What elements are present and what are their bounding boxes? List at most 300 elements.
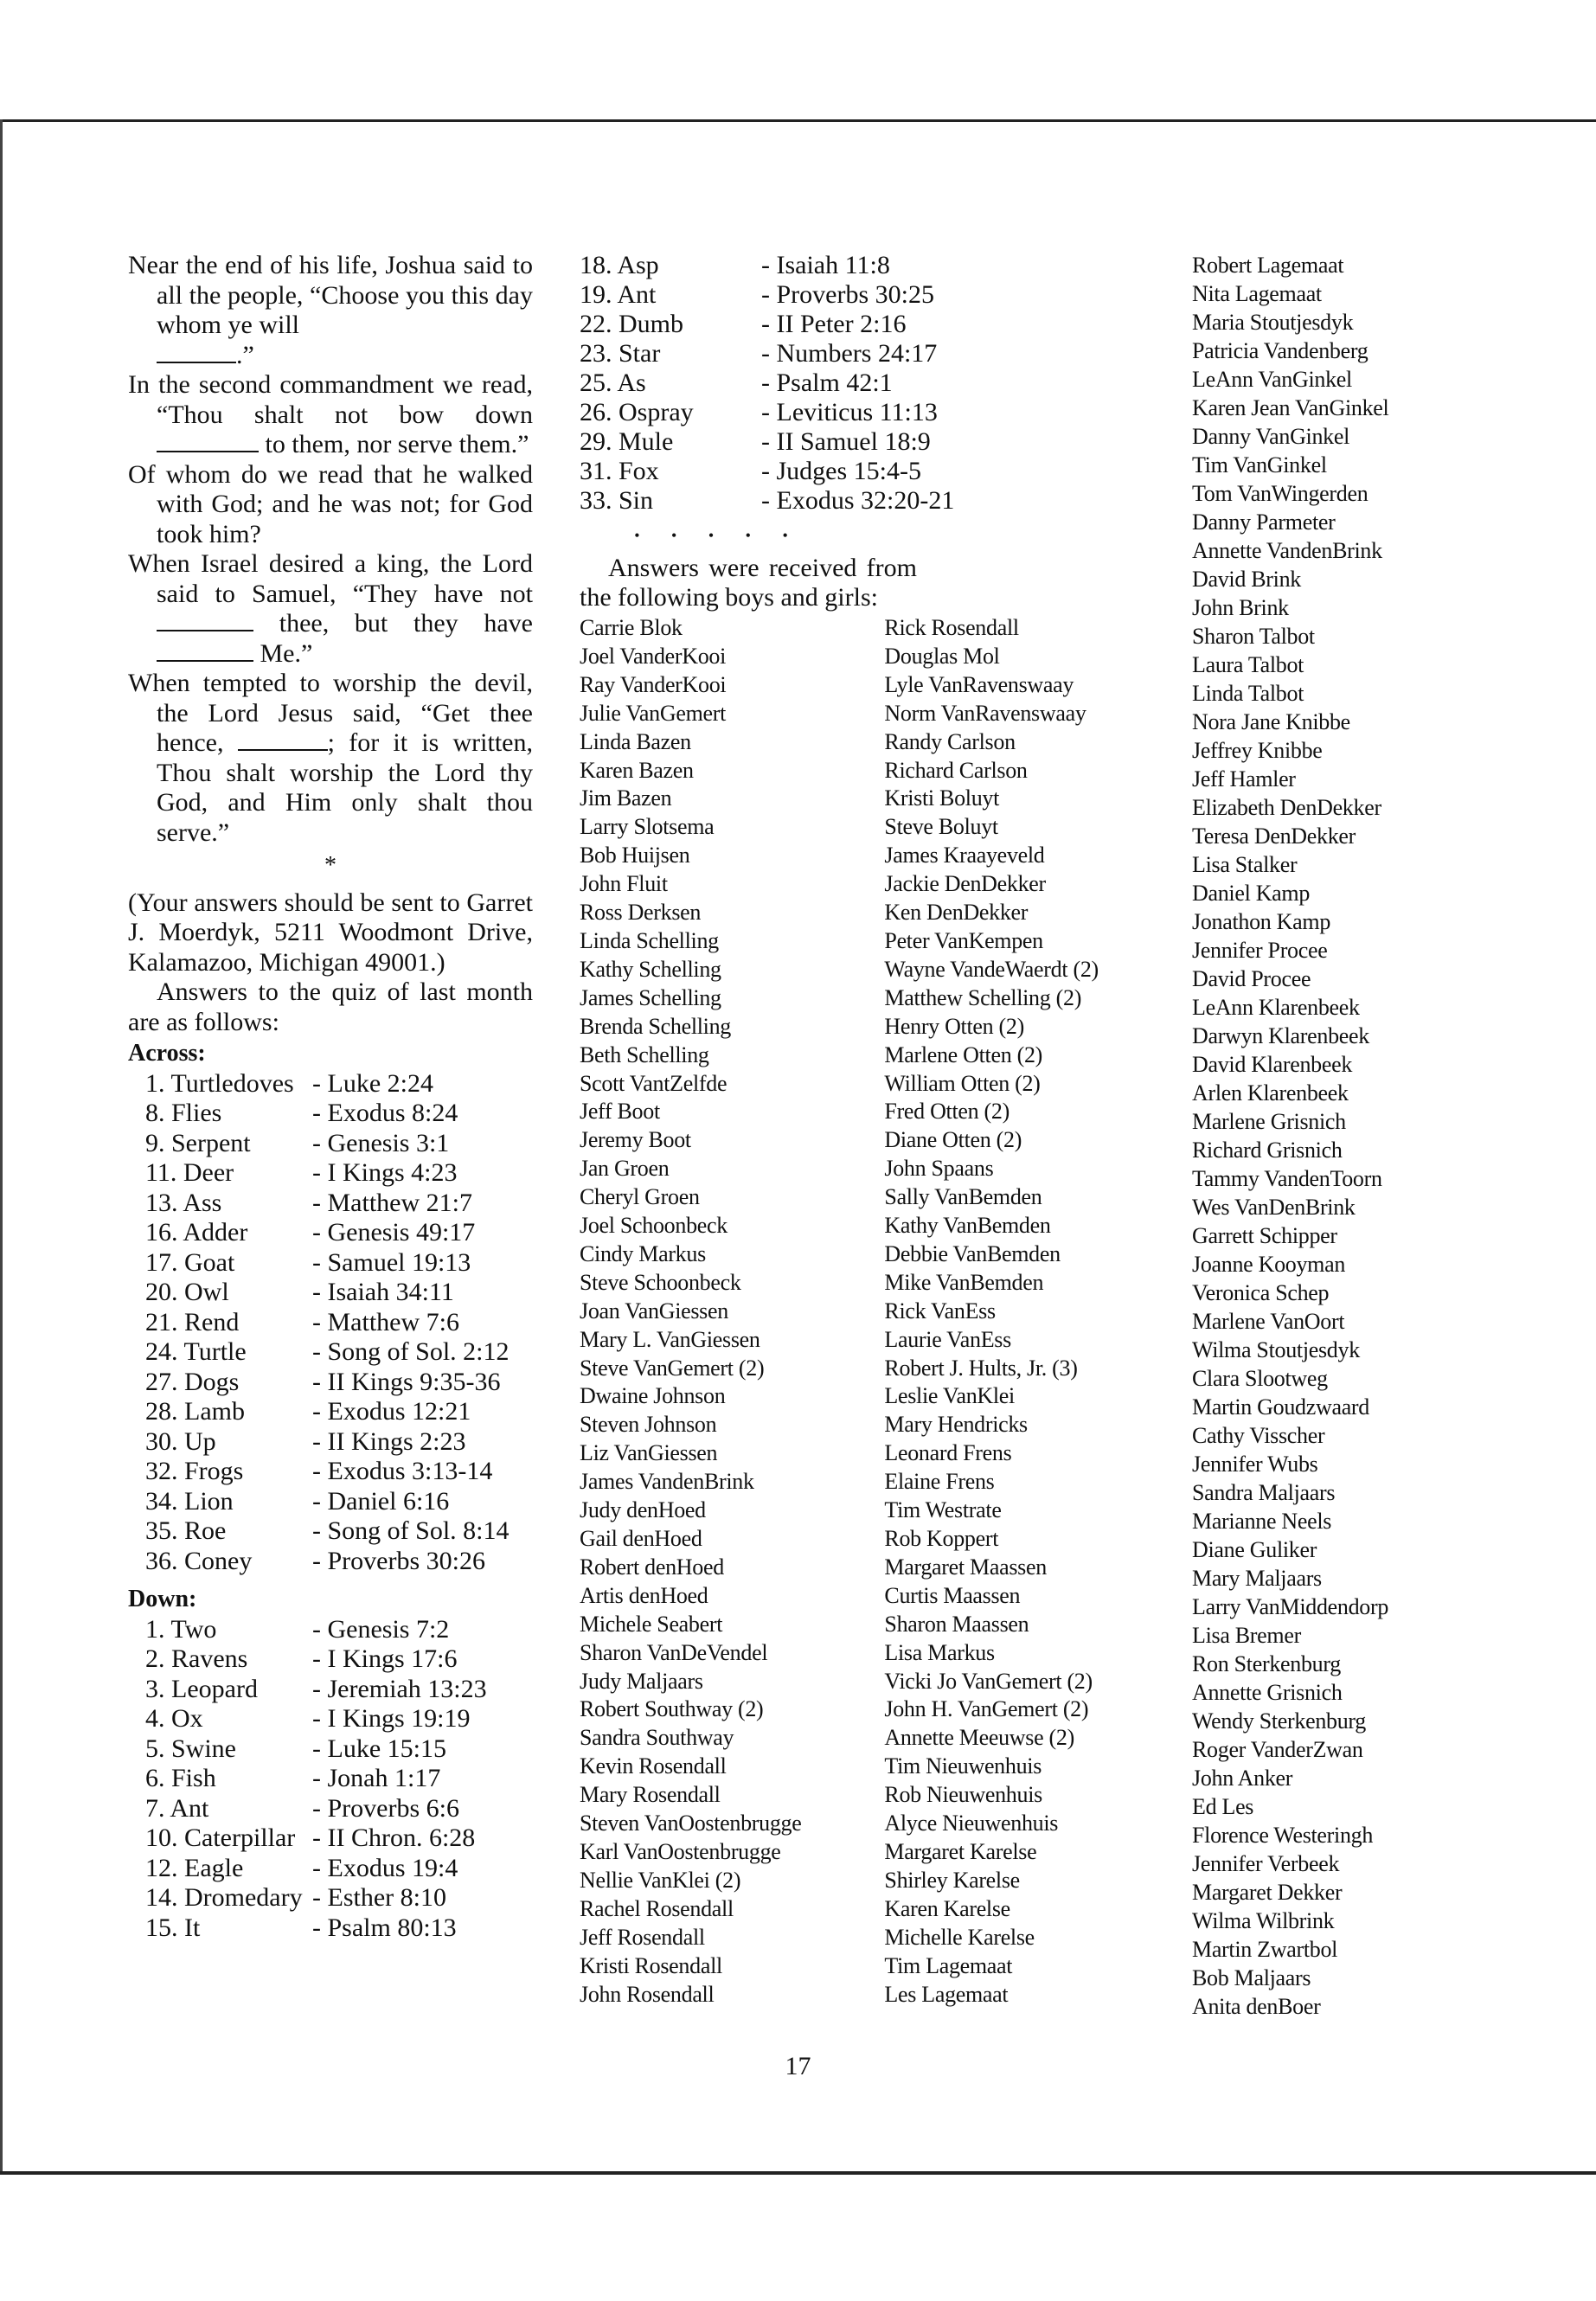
name-entry: Marianne Neels [1192,1509,1332,1534]
name-entry: Darwyn Klarenbeek [1192,1023,1369,1048]
names-column-a [580,614,884,2009]
name-entry: Wilma Wilbrink [1192,1908,1335,1933]
name-entry: Florence Westeringh [1192,1823,1374,1848]
answer-reference: - Samuel 19:13 [312,1247,471,1277]
name-entry: Jennifer Verbeek [1192,1851,1340,1876]
name-entry: Julie VanGemert [580,700,727,726]
name-entry: Mary Hendricks [884,1412,1028,1438]
across-answer-row [128,1368,533,1398]
name-entry: Sally VanBemden [884,1184,1042,1210]
name-entry: Michele Seabert [580,1611,723,1637]
down-answer-row [128,1675,533,1705]
name-entry: Martin Goudzwaard [1192,1394,1369,1420]
name-entry: Joel VanderKooi [580,643,727,669]
answer-word: 4. Ox [145,1704,203,1733]
name-entry: Curtis Maassen [884,1582,1021,1608]
scan-edge-bottom [0,2171,1596,2175]
name-entry: Richard Carlson [884,757,1028,783]
across-answer-row [128,1218,533,1248]
name-entry: Henry Otten (2) [884,1013,1024,1039]
section-separator-dots: • • • • • [634,527,802,544]
name-entry: Linda Talbot [1192,681,1304,706]
name-entry: Lisa Bremer [1192,1623,1301,1648]
question-second-commandment: In the second commandment we read, “Thou shalt not bow down to them, nor serve them.” [128,370,533,458]
down-answers-continued [580,251,1168,516]
down-answer-row [128,1823,533,1854]
name-entry: Mary L. VanGiessen [580,1326,760,1352]
name-entry: Jennifer Wubs [1192,1452,1318,1477]
answer-word: 28. Lamb [145,1397,245,1426]
down-answer-row [580,457,1168,486]
answer-word: 20. Owl [145,1278,229,1306]
name-entry: Karen Jean VanGinkel [1192,395,1389,420]
name-entry: LeAnn Klarenbeek [1192,995,1360,1020]
name-entry: David Klarenbeek [1192,1052,1353,1077]
across-answer-row [128,1158,533,1189]
answer-reference: - Genesis 49:17 [312,1218,476,1247]
name-entry: Cindy Markus [580,1240,706,1266]
name-entry: Margaret Karelse [884,1838,1037,1864]
answer-reference: - Numbers 24:17 [761,339,938,368]
name-entry: Steven VanOostenbrugge [580,1811,802,1836]
answer-word: 30. Up [145,1426,216,1456]
name-entry: Jeffrey Knibbe [1192,738,1323,763]
name-entry: James Schelling [580,984,721,1010]
question-joshua: Near the end of his life, Joshua said to all the people, “Choose you this day whom ye will .” [128,251,533,369]
name-entry: Jan Groen [580,1156,670,1182]
answer-reference: - I Kings 4:23 [312,1158,458,1187]
name-entry: John Anker [1192,1766,1293,1791]
name-entry: Joanne Kooyman [1192,1252,1346,1277]
address-note: (Your answers should be sent to Garret J. Moerdyk, 5211 Woodmont Drive, Kalamazoo, Michigan 49001.) [128,888,533,977]
name-entry: Rick VanEss [884,1298,996,1324]
name-entry: Kathy Schelling [580,956,721,982]
name-entry: Debbie VanBemden [884,1240,1061,1266]
name-entry: Brenda Schelling [580,1013,731,1039]
answer-reference: - Exodus 19:4 [312,1853,458,1882]
answer-reference: - Luke 15:15 [312,1734,446,1763]
question-walked-with-god: Of whom do we read that he walked with God; and he was not; for God took him? [128,459,533,548]
name-entry: Wendy Sterkenburg [1192,1708,1367,1734]
name-entry: Steven Johnson [580,1412,717,1438]
down-answer-row [128,1644,533,1675]
answer-reference: - Isaiah 34:11 [312,1278,454,1306]
answer-word: 8. Flies [145,1099,222,1127]
name-entry: Tim VanGinkel [1192,452,1327,478]
answer-word: 1. Turtledoves [145,1068,294,1098]
name-entry: Beth Schelling [580,1042,709,1067]
answer-reference: - Song of Sol. 2:12 [312,1337,510,1366]
name-entry: Ed Les [1192,1794,1254,1819]
name-entry: John Fluit [580,871,668,897]
name-entry: Tim Lagemaat [884,1952,1013,1978]
answer-word: 14. Dromedary [145,1883,303,1912]
answer-reference: - Psalm 80:13 [312,1913,457,1942]
name-entry: William Otten (2) [884,1070,1041,1096]
name-entry: Lyle VanRavenswaay [884,671,1074,697]
answer-reference: - Luke 2:24 [312,1068,433,1098]
name-entry: Ken DenDekker [884,900,1029,926]
answer-word: 17. Goat [145,1247,235,1277]
name-entry: Jeff Rosendall [580,1924,705,1950]
name-entry: Jeremy Boot [580,1127,691,1153]
answer-word: 10. Caterpillar [145,1823,296,1852]
name-entry: Anita denBoer [1192,1994,1321,2019]
answer-reference: - Judges 15:4-5 [761,457,921,485]
answer-reference: - Proverbs 6:6 [312,1793,459,1823]
name-entry: Mary Rosendall [580,1782,721,1808]
name-entry: Judy Maljaars [580,1668,703,1694]
name-entry: Bob Huijsen [580,843,690,868]
name-entry: Kristi Rosendall [580,1952,722,1978]
down-heading: Down: [128,1586,197,1612]
name-entry: Robert J. Hults, Jr. (3) [884,1355,1078,1381]
name-entry: Gail denHoed [580,1526,702,1551]
name-entry: Steve Schoonbeck [580,1269,741,1295]
name-entry: Sharon VanDeVendel [580,1639,768,1665]
name-entry: Randy Carlson [884,728,1016,754]
name-entry: Patricia Vandenberg [1192,338,1368,363]
answer-word: 35. Roe [145,1516,227,1545]
answer-word: 19. Ant [580,280,657,309]
name-entry: Rob Koppert [884,1526,999,1551]
answer-reference: - Proverbs 30:26 [312,1546,485,1575]
down-answer-row [128,1854,533,1884]
name-entry: Peter VanKempen [884,927,1043,953]
answer-word: 34. Lion [145,1486,234,1516]
name-entry: Lisa Markus [884,1639,995,1665]
down-answer-row [128,1794,533,1824]
name-entry: Danny Parmeter [1192,510,1336,535]
name-entry: LeAnn VanGinkel [1192,367,1352,392]
name-entry: Rachel Rosendall [580,1895,734,1921]
answer-reference: - Jeremiah 13:23 [312,1674,487,1703]
down-answer-row [580,310,1168,339]
name-entry: Robert Lagemaat [1192,253,1344,278]
name-entry: Rob Nieuwenhuis [884,1782,1042,1808]
name-entry: Tom VanWingerden [1192,481,1368,506]
answer-word: 33. Sin [580,486,654,515]
answer-word: 36. Coney [145,1546,253,1575]
name-entry: Nora Jane Knibbe [1192,709,1350,734]
name-entry: Kevin Rosendall [580,1753,727,1779]
name-entry: Michelle Karelse [884,1924,1035,1950]
answer-reference: - I Kings 17:6 [312,1644,458,1673]
down-answer-row [580,280,1168,310]
name-entry: Garrett Schipper [1192,1223,1337,1248]
name-entry: John Brink [1192,595,1289,620]
answer-word: 32. Frogs [145,1457,244,1485]
answer-word: 18. Asp [580,251,659,279]
name-entry: Lisa Stalker [1192,852,1298,877]
across-answer-row [128,1308,533,1338]
answer-word: 26. Ospray [580,398,694,426]
name-entry: Larry VanMiddendorp [1192,1594,1389,1619]
down-answer-row [128,1764,533,1794]
name-entry: Sandra Maljaars [1192,1480,1336,1505]
name-entry: Elaine Frens [884,1469,995,1495]
name-entry: Rick Rosendall [884,615,1019,640]
name-entry: Ray VanderKooi [580,671,727,697]
name-entry: Leonard Frens [884,1440,1012,1466]
answer-word: 5. Swine [145,1734,236,1763]
names-column-c [1192,251,1573,2021]
down-answer-row [128,1615,533,1645]
answer-reference: - Leviticus 11:13 [761,398,938,426]
section-separator-star: * [324,852,337,879]
answer-reference: - Exodus 12:21 [312,1397,471,1426]
answer-blank [157,611,253,631]
column-answers-names [580,251,1168,2009]
name-entry: Mary Maljaars [1192,1566,1322,1591]
answer-reference: - Exodus 8:24 [312,1099,458,1127]
name-entry: Maria Stoutjesdyk [1192,310,1354,335]
answer-word: 22. Dumb [580,310,683,338]
name-entry: Jeff Boot [580,1099,660,1125]
name-entry: Carrie Blok [580,615,683,640]
column-quiz-questions [128,251,533,1943]
name-entry: Linda Schelling [580,927,719,953]
name-entry: Larry Slotsema [580,814,715,840]
name-entry: Mike VanBemden [884,1269,1044,1295]
scan-edge-top [0,119,1596,122]
answer-blank [238,730,328,751]
answer-reference: - Esther 8:10 [312,1883,446,1912]
answer-reference: - II Samuel 18:9 [761,427,931,456]
name-entry: Alyce Nieuwenhuis [884,1811,1059,1836]
name-entry: Ron Sterkenburg [1192,1651,1341,1676]
name-entry: John H. VanGemert (2) [884,1696,1089,1722]
answer-reference: - Proverbs 30:25 [761,280,934,309]
received-heading: Answers were received from the following boys and girls: [580,554,917,612]
across-answer-row [128,1189,533,1219]
name-entry: Jeff Hamler [1192,766,1296,792]
across-answer-row [128,1069,533,1099]
answer-word: 13. Ass [145,1188,222,1217]
name-entry: Clara Slootweg [1192,1366,1328,1391]
answer-word: 23. Star [580,339,661,368]
down-answer-row [128,1913,533,1944]
name-entry: Joan VanGiessen [580,1298,728,1324]
name-entry: Dwaine Johnson [580,1383,726,1409]
name-entry: Annette Meeuwse (2) [884,1725,1074,1751]
answer-word: 12. Eagle [145,1853,244,1882]
name-entry: Diane Otten (2) [884,1127,1022,1153]
name-entry: Judy denHoed [580,1497,706,1523]
name-entry: Danny VanGinkel [1192,424,1350,449]
across-answer-row [128,1487,533,1517]
name-entry: Wes VanDenBrink [1192,1195,1356,1220]
answer-reference: - I Kings 19:19 [312,1704,471,1733]
name-entry: Sharon Maassen [884,1611,1029,1637]
name-entry: Scott VantZelfde [580,1070,727,1096]
name-entry: Roger VanderZwan [1192,1737,1363,1762]
answer-reference: - Genesis 3:1 [312,1128,450,1157]
name-entry: Nita Lagemaat [1192,281,1322,306]
name-entry: Leslie VanKlei [884,1383,1015,1409]
across-answer-row [128,1427,533,1458]
answer-reference: - II Kings 9:35-36 [312,1367,501,1396]
across-answer-row [128,1337,533,1368]
across-answer-row [128,1457,533,1487]
name-entry: Marlene VanOort [1192,1309,1345,1334]
name-entry: Robert Southway (2) [580,1696,764,1722]
down-answer-row [128,1883,533,1913]
answer-word: 24. Turtle [145,1337,247,1366]
across-answer-row [128,1099,533,1129]
name-entry: Norm VanRavenswaay [884,700,1086,726]
across-answer-row [128,1129,533,1159]
name-entry: Matthew Schelling (2) [884,984,1082,1010]
name-entry: Margaret Maassen [884,1554,1047,1580]
name-entry: Teresa DenDekker [1192,824,1356,849]
name-entry: Marlene Otten (2) [884,1042,1043,1067]
name-entry: James VandenBrink [580,1469,754,1495]
name-entry: Arlen Klarenbeek [1192,1080,1349,1106]
answer-reference: - II Peter 2:16 [761,310,907,338]
name-entry: David Procee [1192,966,1311,991]
answer-word: 27. Dogs [145,1367,240,1396]
down-answers [128,1615,533,1944]
name-entry: Tim Nieuwenhuis [884,1753,1042,1779]
answer-reference: - Matthew 7:6 [312,1307,459,1336]
name-entry: Liz VanGiessen [580,1440,718,1466]
name-entry: Artis denHoed [580,1582,708,1608]
across-answer-row [128,1278,533,1308]
name-entry: Douglas Mol [884,643,1000,669]
across-answer-row [128,1248,533,1279]
name-entry: Karen Bazen [580,757,694,783]
name-entry: Ross Derksen [580,900,702,926]
name-entry: Sandra Southway [580,1725,734,1751]
down-answer-row [580,398,1168,427]
answer-reference: - Exodus 3:13-14 [312,1457,493,1485]
name-entry: Tim Westrate [884,1497,1002,1523]
name-entry: Cheryl Groen [580,1184,700,1210]
down-answer-row [580,427,1168,457]
name-entry: Elizabeth DenDekker [1192,795,1381,820]
answer-reference: - II Kings 2:23 [312,1426,466,1456]
name-entry: John Spaans [884,1156,994,1182]
answer-word: 7. Ant [145,1793,209,1823]
answer-word: 25. As [580,369,646,397]
names-column-b [884,614,1168,2009]
name-entry: Jim Bazen [580,785,672,811]
name-entry: Jonathon Kamp [1192,909,1331,934]
across-answer-row [128,1547,533,1577]
answer-word: 21. Rend [145,1307,240,1336]
name-entry: Vicki Jo VanGemert (2) [884,1668,1093,1694]
name-entry: Steve Boluyt [884,814,998,840]
name-entry: Les Lagemaat [884,1981,1009,2007]
name-entry: Laurie VanEss [884,1326,1011,1352]
answer-reference: - Exodus 32:20-21 [761,486,955,515]
answer-reference: - Daniel 6:16 [312,1486,450,1516]
across-answer-row [128,1397,533,1427]
answer-blank [157,343,236,363]
name-entry: Sharon Talbot [1192,624,1315,649]
name-entry: Annette VandenBrink [1192,538,1382,563]
name-entry: Jackie DenDekker [884,871,1046,897]
across-answer-row [128,1516,533,1547]
name-entry: Jennifer Procee [1192,938,1328,963]
answers-intro: Answers to the quiz of last month are as follows: [128,977,533,1036]
answer-reference: - Song of Sol. 8:14 [312,1516,510,1545]
down-answer-row [580,251,1168,280]
name-entry: Diane Guliker [1192,1537,1317,1562]
answer-word: 16. Adder [145,1218,248,1247]
names-list [580,614,1168,2009]
answer-blank [157,432,259,452]
name-entry: Fred Otten (2) [884,1099,1010,1125]
name-entry: Laura Talbot [1192,652,1304,677]
name-entry: Cathy Visscher [1192,1423,1325,1448]
name-entry: Martin Zwartbol [1192,1937,1338,1962]
name-entry: John Rosendall [580,1981,715,2007]
question-israel-king: When Israel desired a king, the Lord said to Samuel, “They have not thee, but they have Me.” [128,549,533,668]
question-tempted: When tempted to worship the devil, the Lord Jesus said, “Get thee hence, ; for it is written, Thou shalt worship the Lord thy God, and Him only shalt thou serve.” [128,669,533,847]
down-answer-row [580,369,1168,398]
name-entry: Marlene Grisnich [1192,1109,1346,1134]
down-answer-row [580,486,1168,516]
answer-reference: - Psalm 42:1 [761,369,893,397]
answer-word: 1. Two [145,1614,217,1644]
answer-word: 3. Leopard [145,1674,258,1703]
name-entry: Nellie VanKlei (2) [580,1867,741,1893]
name-entry: Annette Grisnich [1192,1680,1343,1705]
name-entry: David Brink [1192,567,1301,592]
answer-word: 9. Serpent [145,1128,251,1157]
down-answer-row [580,339,1168,369]
name-entry: Kristi Boluyt [884,785,1000,811]
page-number: 17 [785,2052,811,2080]
name-entry: Tammy VandenToorn [1192,1166,1382,1191]
answer-word: 6. Fish [145,1764,216,1792]
answer-reference: - Jonah 1:17 [312,1764,441,1792]
down-answer-row [128,1734,533,1765]
name-entry: Bob Maljaars [1192,1965,1311,1990]
answer-reference: - Genesis 7:2 [312,1614,450,1644]
name-entry: Kathy VanBemden [884,1213,1051,1239]
name-entry: Linda Bazen [580,728,691,754]
name-entry: Richard Grisnich [1192,1138,1343,1163]
across-answers [128,1069,533,1577]
answer-reference: - Matthew 21:7 [312,1188,472,1217]
answer-reference: - Isaiah 11:8 [761,251,890,279]
answer-word: 2. Ravens [145,1644,248,1673]
name-entry: Joel Schoonbeck [580,1213,727,1239]
name-entry: Steve VanGemert (2) [580,1355,765,1381]
name-entry: Daniel Kamp [1192,881,1311,906]
answer-reference: - II Chron. 6:28 [312,1823,476,1852]
name-entry: Robert denHoed [580,1554,724,1580]
name-entry: Shirley Karelse [884,1867,1020,1893]
answer-word: 31. Fox [580,457,659,485]
name-entry: Karen Karelse [884,1895,1010,1921]
name-entry: Karl VanOostenbrugge [580,1838,781,1864]
across-heading: Across: [128,1040,206,1067]
name-entry: Wilma Stoutjesdyk [1192,1337,1360,1362]
name-entry: Margaret Dekker [1192,1880,1343,1905]
name-entry: James Kraayeveld [884,843,1045,868]
answer-word: 15. It [145,1913,201,1942]
name-entry: Veronica Schep [1192,1280,1330,1305]
answer-blank [157,641,253,662]
scan-edge-left [0,119,3,2175]
answer-word: 11. Deer [145,1158,234,1187]
down-answer-row [128,1704,533,1734]
name-entry: Wayne VandeWaerdt (2) [884,956,1099,982]
